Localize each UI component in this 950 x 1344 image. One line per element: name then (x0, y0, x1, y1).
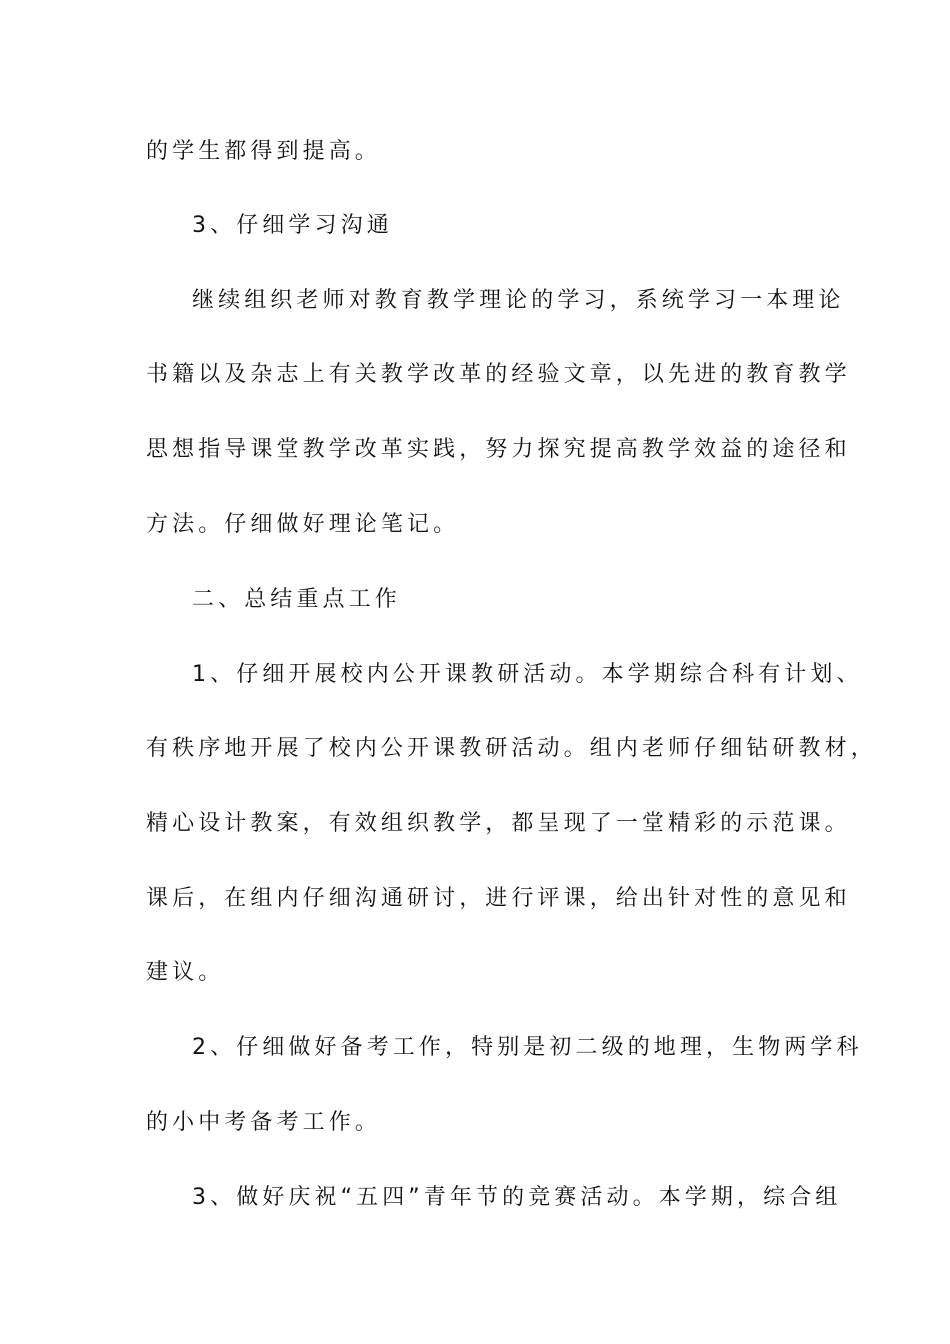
paragraph-line: 思想指导课堂教学改革实践，努力探究提高教学效益的途径和 (146, 437, 851, 462)
paragraph-line: 课后，在组内仔细沟通研讨，进行评课，给出针对性的意见和 (146, 886, 851, 911)
paragraph-line: 2、仔细做好备考工作，特别是初二级的地理，生物两学科 (192, 1035, 863, 1060)
section-heading: 二、总结重点工作 (192, 587, 401, 612)
paragraph-line: 的小中考备考工作。 (146, 1110, 381, 1135)
paragraph-line: 3、做好庆祝“五四”青年节的竞赛活动。本学期，综合组 (192, 1185, 842, 1210)
paragraph-line: 1、仔细开展校内公开课教研活动。本学期综合科有计划、 (192, 662, 863, 687)
paragraph-line: 方法。仔细做好理论笔记。 (146, 512, 460, 537)
paragraph-line: 书籍以及杂志上有关教学改革的经验文章，以先进的教育教学 (146, 362, 851, 387)
paragraph-line: 的学生都得到提高。 (146, 139, 381, 164)
section-heading: 3、仔细学习沟通 (192, 213, 393, 238)
paragraph-line: 建议。 (146, 960, 225, 985)
paragraph-line: 精心设计教案，有效组织教学，都呈现了一堂精彩的示范课。 (146, 811, 851, 836)
paragraph-line: 继续组织老师对教育教学理论的学习，系统学习一本理论 (192, 288, 845, 313)
paragraph-line: 有秩序地开展了校内公开课教研活动。组内老师仔细钻研教材， (146, 736, 877, 761)
